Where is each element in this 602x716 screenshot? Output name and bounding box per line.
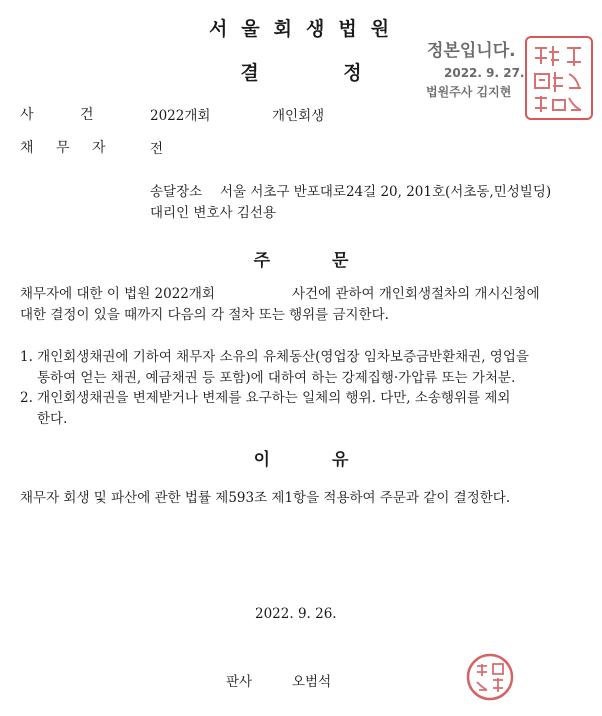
order-intro-a: 채무자에 대한 이 법원 2022개회 — [20, 286, 215, 302]
order-item-1-cont: 통하여 얻는 채권, 예금채권 등 포함)에 대하여 하는 강제집행·가압류 또는 가처분. — [37, 370, 516, 386]
order-item-2-cont: 한다. — [37, 411, 68, 427]
court-seal-icon — [525, 36, 593, 120]
service-label: 송달장소 — [150, 184, 203, 200]
document-title: 결 정 — [240, 62, 362, 84]
reason-heading: 이 유 — [253, 450, 349, 470]
debtor-label: 채 무 자 — [20, 140, 106, 156]
reason-text: 채무자 회생 및 파산에 관한 법률 제593조 제1항을 적용하여 주문과 같이 결정한다. — [20, 490, 511, 506]
decision-date: 2022. 9. 26. — [255, 606, 337, 622]
order-intro-line2: 대한 결정이 있을 때까지 다음의 각 절차 또는 행위를 금지한다. — [20, 307, 389, 323]
order-item-2: 2. 개인회생채권을 변제받거나 변제를 요구하는 일체의 행위. 다만, 소송행위를 제외 — [20, 390, 511, 406]
certified-copy-stamp: 정본입니다. — [427, 41, 516, 61]
court-name: 서울회생법원 — [208, 18, 404, 40]
judge-seal-icon — [463, 650, 517, 704]
debtor-name: 전 — [150, 141, 164, 157]
case-label: 사 건 — [20, 107, 94, 123]
judge-name: 오범석 — [292, 674, 332, 690]
order-intro-b: 사건에 관하여 개인회생절차의 개시신청에 — [292, 286, 540, 302]
agent: 대리인 변호사 김선용 — [150, 205, 276, 221]
order-item-1: 1. 개인회생채권에 기하여 채무자 소유의 유체동산(영업장 임차보증금반환채권, 영업을 — [20, 349, 529, 365]
certified-date: 2022. 9. 27. — [444, 66, 525, 80]
case-type: 개인회생 — [272, 108, 325, 124]
certified-officer: 법원주사 김지현 — [426, 85, 512, 99]
service-address: 서울 서초구 반포대로24길 20, 201호(서초동,민성빌딩) — [220, 184, 552, 200]
judge-label: 판사 — [226, 674, 253, 690]
case-number: 2022개회 — [150, 108, 211, 124]
order-heading: 주 문 — [253, 251, 349, 271]
